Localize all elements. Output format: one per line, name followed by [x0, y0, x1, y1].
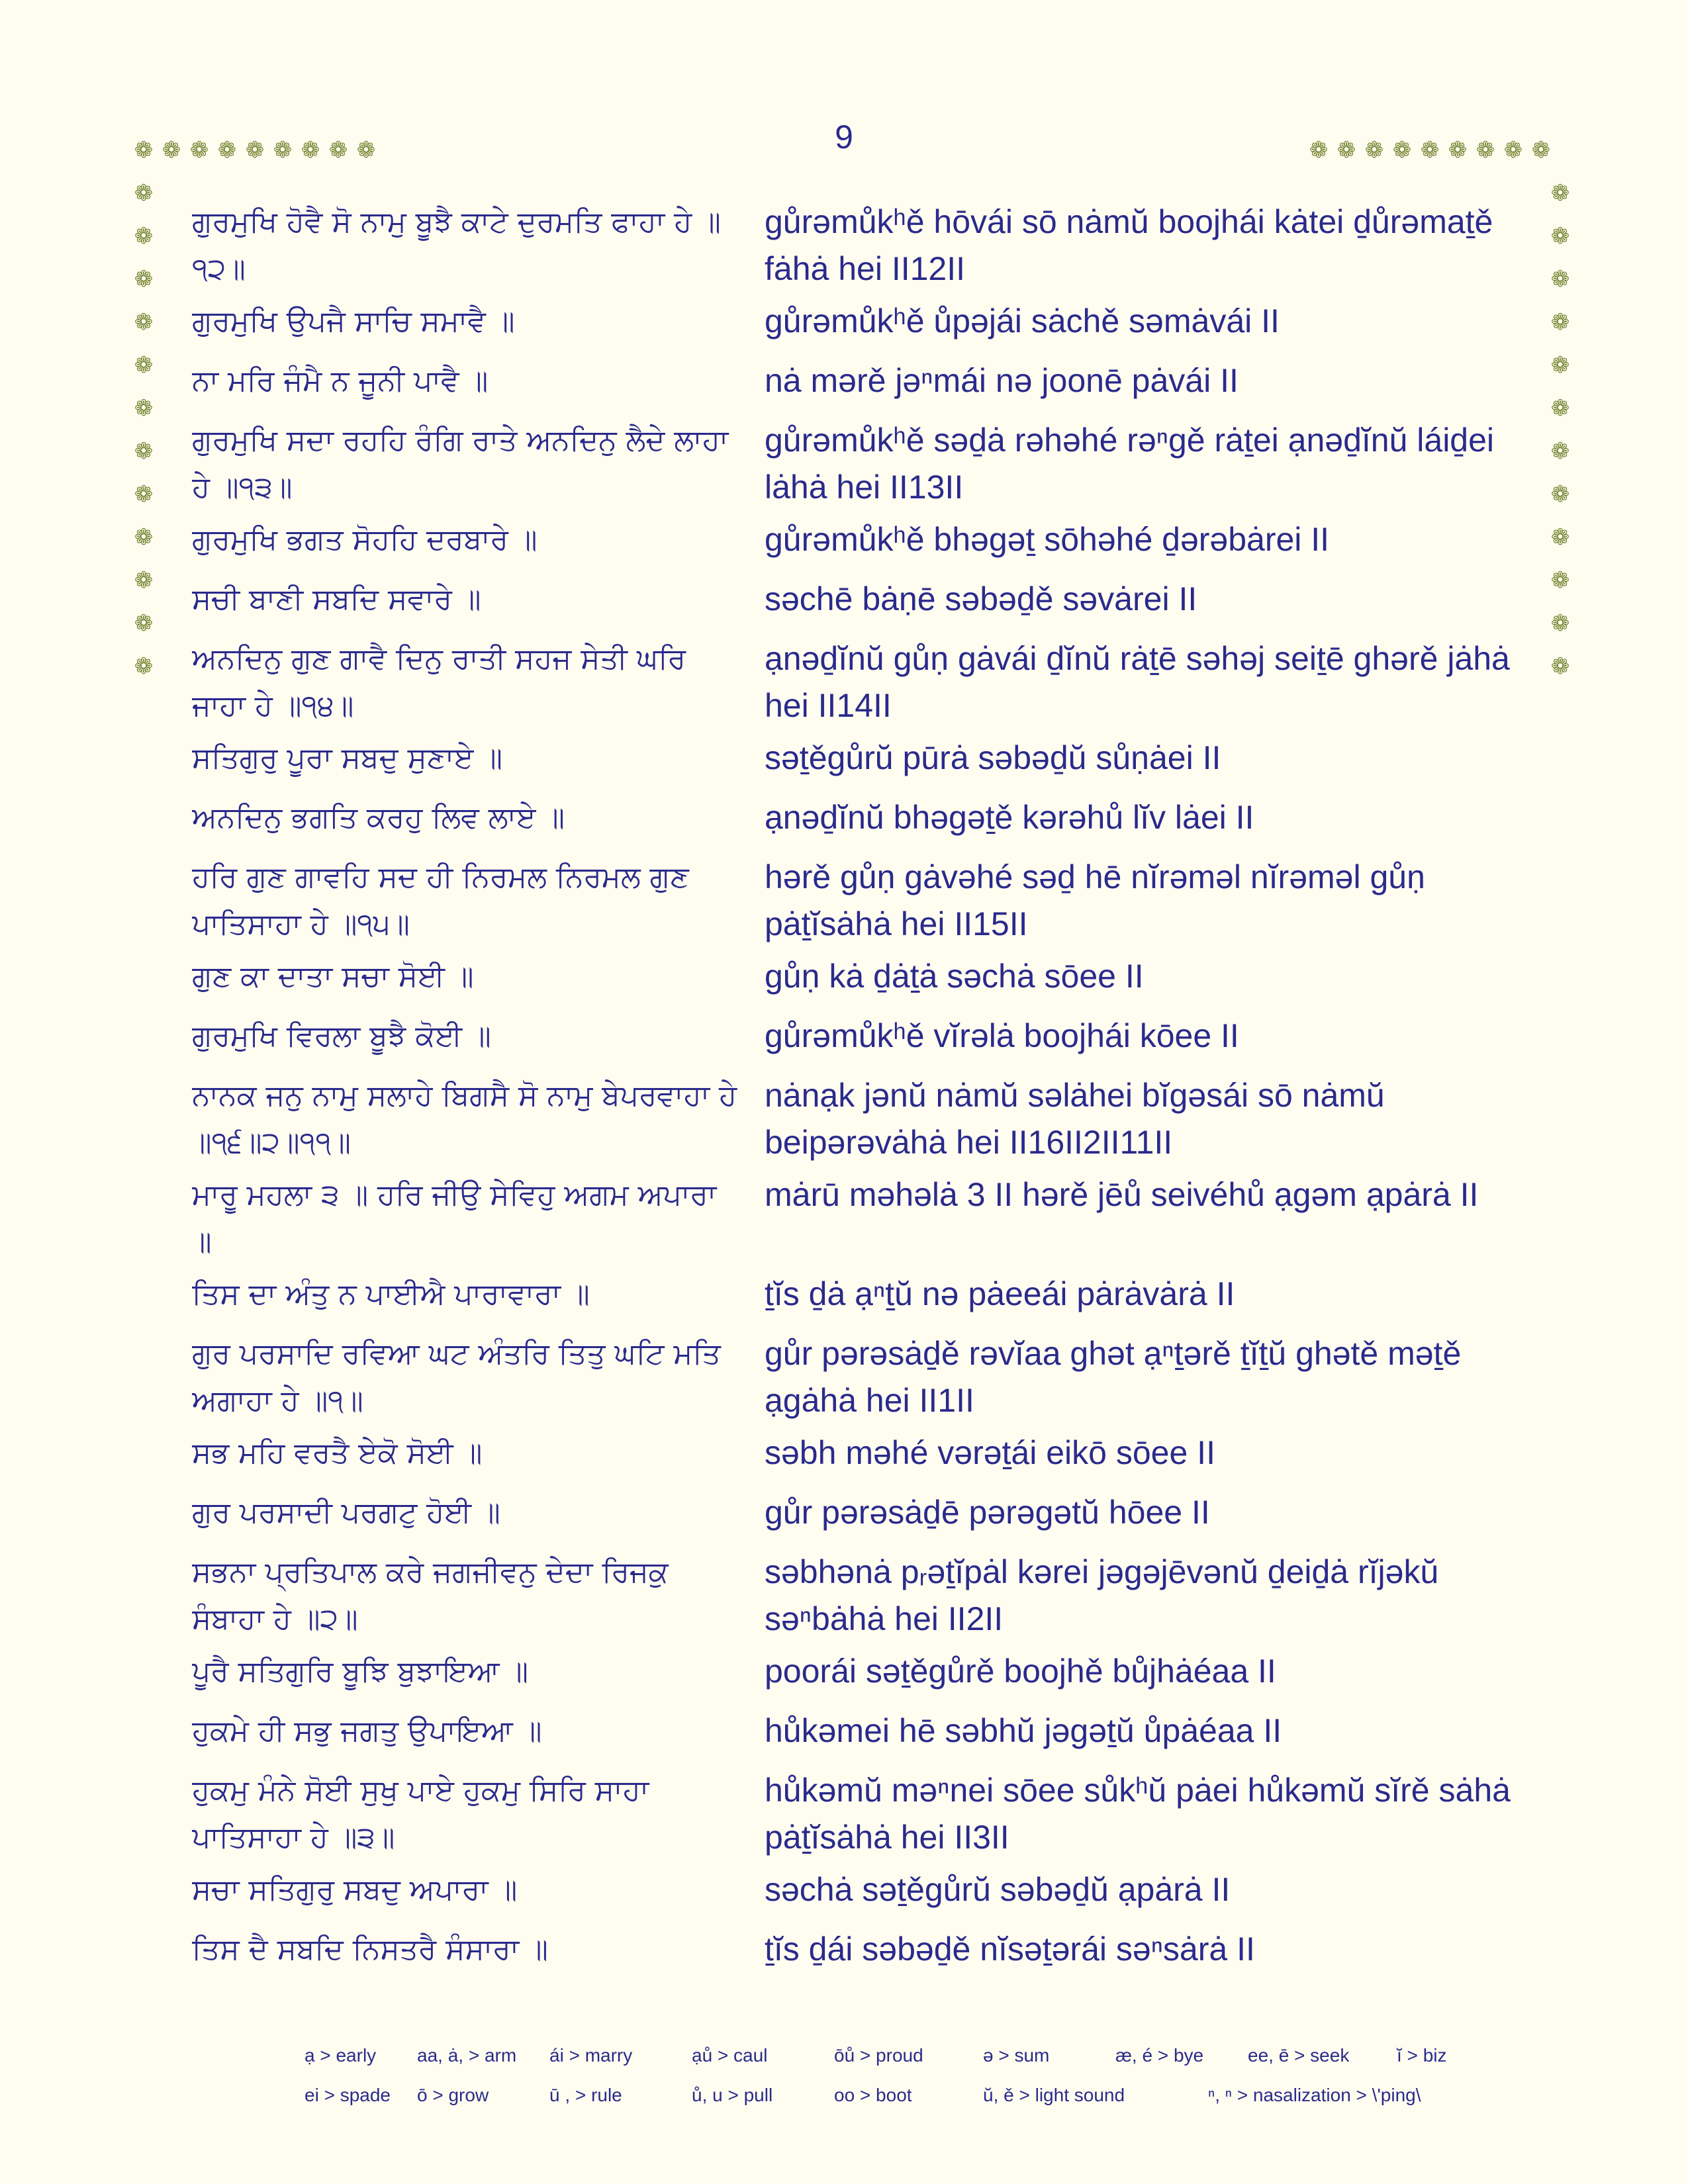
transliteration-line: nȧ mərě jəⁿmái nə joonē pȧvái II [765, 362, 1239, 399]
transliteration-line: gůrəmůkʰě vĭrəlȧ boojhái kōee II [765, 1017, 1239, 1054]
legend-item: ə > sum [983, 2045, 1050, 2066]
flower-icon: ❁ [1550, 267, 1570, 292]
flower-icon: ❁ [1448, 138, 1468, 163]
transliteration-line: səchē bȧṇē səbəḏě səvȧrei II [765, 580, 1197, 617]
flower-icon: ❁ [189, 138, 209, 163]
transliteration-line: hərě gůṇ gȧvəhé səḏ hē nĭrəməl nĭrəməl gůṇ pȧṯĭsȧhȧ hei II15II [765, 858, 1425, 942]
legend-item: oo > boot [834, 2085, 912, 2105]
gurmukhi-line: ਗੁਰਮੁਖਿ ਉਪਜੈ ਸਾਚਿ ਸਮਾਵੈ ॥ [192, 304, 515, 338]
flower-icon: ❁ [1550, 310, 1570, 335]
gurmukhi-line: ਗੁਣ ਕਾ ਦਾਤਾ ਸਚਾ ਸੋਈ ॥ [192, 960, 474, 993]
legend-item: ů, u > pull [692, 2085, 773, 2105]
gurmukhi-line: ਅਨਦਿਨੁ ਗੁਣ ਗਾਵੈ ਦਿਨੁ ਰਾਤੀ ਸਹਜ ਸੇਤੀ ਘਰਿ ਜਾਹਾ ਹੇ ॥੧੪॥ [192, 642, 686, 723]
flower-icon: ❁ [134, 310, 154, 335]
flower-icon: ❁ [134, 611, 154, 636]
flower-icon: ❁ [1503, 138, 1523, 163]
flower-icon: ❁ [356, 138, 376, 163]
flower-icon: ❁ [1550, 224, 1570, 249]
transliteration-line: gůr pərəsȧḏē pərəgətŭ hōee II [765, 1494, 1210, 1531]
flower-icon: ❁ [134, 181, 154, 206]
transliteration-line: poorái səṯěgůrě boojhě bůjhȧéaa II [765, 1653, 1276, 1690]
gurmukhi-line: ਗੁਰਮੁਖਿ ਭਗਤ ਸੋਹਹਿ ਦਰਬਾਰੇ ॥ [192, 523, 538, 557]
transliteration-line: səbhənȧ pᵣəṯĭpȧl kərei jəgəjēvənŭ ḏeiḏȧ rĭjəkŭ səⁿbȧhȧ hei II2II [765, 1553, 1439, 1637]
transliteration-line: ṯĭs ḏȧ ạⁿṯŭ nə pȧeeái pȧrȧvȧrȧ II [765, 1275, 1235, 1312]
legend-item: ạů > caul [692, 2045, 768, 2066]
flower-icon: ❁ [1476, 138, 1495, 163]
transliteration-line: ṯĭs ḏái səbəḏě nĭsəṯərái səⁿsȧrȧ II [765, 1931, 1255, 1968]
legend-item: ŭ, ě > light sound [983, 2085, 1125, 2105]
flower-icon: ❁ [301, 138, 320, 163]
legend-item: ĭ > biz [1397, 2045, 1447, 2066]
legend-item: aa, ȧ, > arm [417, 2045, 517, 2066]
transliteration-line: gůṇ kȧ ḏȧṯȧ səchȧ sōee II [765, 958, 1144, 995]
gurmukhi-line: ਸਭ ਮਹਿ ਵਰਤੈ ਏਕੋ ਸੋਈ ॥ [192, 1436, 483, 1470]
flower-icon: ❁ [1550, 568, 1570, 593]
page-number: 9 [835, 118, 853, 156]
flower-icon: ❁ [1550, 525, 1570, 550]
gurmukhi-line: ਸਚੀ ਬਾਣੀ ਸਬਦਿ ਸਵਾਰੇ ॥ [192, 582, 481, 616]
transliteration-line: hůkəmei hē səbhŭ jəgəṯŭ ůpȧéaa II [765, 1712, 1282, 1749]
transliteration-line: gůrəmůkʰě səḏȧ rəhəhé rəⁿgě rȧṯei ạnəḏĭnŭ láiḏei lȧhȧ hei II13II [765, 422, 1495, 506]
transliteration-line: ạnəḏĭnŭ gůṇ gȧvái ḏĭnŭ rȧṯē səhəj seiṯē ghərě jȧhȧ hei II14II [765, 640, 1510, 724]
transliteration-line: gůrəmůkʰě hōvái sō nȧmŭ boojhái kȧtei ḏůrəmaṯě fȧhȧ hei II12II [765, 203, 1493, 287]
legend-item: ō > grow [417, 2085, 489, 2105]
flower-icon: ❁ [134, 439, 154, 464]
gurmukhi-line: ਗੁਰਮੁਖਿ ਵਿਰਲਾ ਬੂਝੈ ਕੋਈ ॥ [192, 1019, 491, 1053]
gurmukhi-line: ਸਭਨਾ ਪ੍ਰਤਿਪਾਲ ਕਰੇ ਜਗਜੀਵਨੁ ਦੇਦਾ ਰਿਜਕੁ ਸੰਬਾਹਾ ਹੇ ॥੨॥ [192, 1555, 669, 1636]
flower-icon: ❁ [1550, 482, 1570, 507]
legend-item: ōů > proud [834, 2045, 923, 2066]
gurmukhi-line: ਨਾ ਮਰਿ ਜੰਮੈ ਨ ਜੂਨੀ ਪਾਵੈ ॥ [192, 364, 489, 398]
transliteration-line: səṯěgůrŭ pūrȧ səbəḏŭ sůṇȧei II [765, 739, 1221, 776]
gurmukhi-line: ਸਚਾ ਸਤਿਗੁਰੁ ਸਬਦੁ ਅਪਾਰਾ ॥ [192, 1873, 518, 1907]
transliteration-line: hůkəmŭ məⁿnei sōee sůkʰŭ pȧei hůkəmŭ sĭrě sȧhȧ pȧṯĭsȧhȧ hei II3II [765, 1772, 1511, 1856]
legend-item: æ, é > bye [1115, 2045, 1204, 2066]
flower-icon: ❁ [1392, 138, 1412, 163]
gurmukhi-line: ਗੁਰਮੁਖਿ ਸਦਾ ਰਹਹਿ ਰੰਗਿ ਰਾਤੇ ਅਨਦਿਨੁ ਲੈਦੇ ਲਾਹਾ ਹੇ ॥੧੩॥ [192, 424, 729, 504]
flower-icon: ❁ [134, 224, 154, 249]
gurmukhi-line: ਗੁਰ ਪਰਸਾਦੀ ਪਰਗਟੁ ਹੋਈ ॥ [192, 1496, 500, 1529]
flower-icon: ❁ [134, 396, 154, 421]
flower-icon: ❁ [1550, 611, 1570, 636]
gurmukhi-line: ਤਿਸ ਦੈ ਸਬਦਿ ਨਿਸਤਰੈ ਸੰਸਾਰਾ ॥ [192, 1933, 548, 1966]
flower-icon: ❁ [1550, 181, 1570, 206]
gurmukhi-line: ਗੁਰ ਪਰਸਾਦਿ ਰਵਿਆ ਘਟ ਅੰਤਰਿ ਤਿਤੁ ਘਟਿ ਮਤਿ ਅਗਾਹਾ ਹੇ ॥੧॥ [192, 1337, 721, 1418]
legend-item: ạ > early [305, 2045, 377, 2066]
gurmukhi-line: ਪੂਰੈ ਸਤਿਗੁਰਿ ਬੂਝਿ ਬੁਝਾਇਆ ॥ [192, 1655, 529, 1688]
legend-item: ee, ē > seek [1248, 2045, 1350, 2066]
flower-icon: ❁ [162, 138, 181, 163]
flower-icon: ❁ [1550, 439, 1570, 464]
flower-icon: ❁ [1550, 353, 1570, 378]
flower-icon: ❁ [1309, 138, 1329, 163]
flower-icon: ❁ [217, 138, 237, 163]
flower-icon: ❁ [134, 267, 154, 292]
flower-icon: ❁ [245, 138, 265, 163]
flower-icon: ❁ [1531, 138, 1551, 163]
flower-icon: ❁ [1550, 396, 1570, 421]
transliteration-line: səchȧ səṯěgůrŭ səbəḏŭ ạpȧrȧ II [765, 1871, 1231, 1908]
gurmukhi-line: ਸਤਿਗੁਰੁ ਪੂਰਾ ਸਬਦੁ ਸੁਣਾਏ ॥ [192, 741, 503, 775]
transliteration-line: mȧrū məhəlȧ 3 II hərě jēů seivéhů ạgəm ạpȧrȧ II [765, 1176, 1479, 1213]
transliteration-line: gůrəmůkʰě bhəgəṯ sōhəhé ḏərəbȧrei II [765, 521, 1330, 558]
transliteration-line: ạnəḏĭnŭ bhəgəṯě kərəhů lĭv lȧei II [765, 799, 1254, 836]
flower-icon: ❁ [1364, 138, 1384, 163]
flower-icon: ❁ [134, 353, 154, 378]
gurmukhi-line: ਹੁਕਮੁ ਮੰਨੇ ਸੋਈ ਸੁਖੁ ਪਾਏ ਹੁਕਮੁ ਸਿਰਿ ਸਾਹਾ ਪਾਤਿਸਾਹਾ ਹੇ ॥੩॥ [192, 1774, 649, 1854]
flower-icon: ❁ [1550, 654, 1570, 679]
legend-item: ái > marry [549, 2045, 633, 2066]
legend-item: ⁿ, ⁿ > nasalization > \'ping\ [1208, 2085, 1421, 2105]
gurmukhi-line: ਗੁਰਮੁਖਿ ਹੋਵੈ ਸੋ ਨਾਮੁ ਬੂਝੈ ਕਾਟੇ ਦੁਰਮਤਿ ਫਾਹਾ ਹੇ ॥੧੨॥ [192, 205, 721, 286]
flower-icon: ❁ [328, 138, 348, 163]
gurmukhi-line: ਤਿਸ ਦਾ ਅੰਤੁ ਨ ਪਾਈਐ ਪਾਰਾਵਾਰਾ ॥ [192, 1277, 590, 1311]
flower-icon: ❁ [134, 525, 154, 550]
transliteration-line: gůrəmůkʰě ůpəjái sȧchě səmȧvái II [765, 302, 1280, 340]
flower-icon: ❁ [1420, 138, 1440, 163]
flower-icon: ❁ [1336, 138, 1356, 163]
flower-icon: ❁ [273, 138, 293, 163]
legend-item: ū , > rule [549, 2085, 622, 2105]
transliteration-line: gůr pərəsȧḏě rəvĭaa ghət ạⁿṯərě ṯĭṯŭ ghətě məṯě ạgȧhȧ hei II1II [765, 1335, 1462, 1419]
gurmukhi-line: ਹਰਿ ਗੁਣ ਗਾਵਹਿ ਸਦ ਹੀ ਨਿਰਮਲ ਨਿਰਮਲ ਗੁਣ ਪਾਤਿਸਾਹਾ ਹੇ ॥੧੫॥ [192, 860, 689, 941]
flower-icon: ❁ [134, 568, 154, 593]
flower-icon: ❁ [134, 654, 154, 679]
flower-icon: ❁ [134, 482, 154, 507]
gurmukhi-line: ਮਾਰੂ ਮਹਲਾ ੩ ॥ ਹਰਿ ਜੀਉ ਸੇਵਿਹੁ ਅਗਮ ਅਪਾਰਾ ॥ [192, 1178, 717, 1259]
legend-item: ei > spade [305, 2085, 391, 2105]
gurmukhi-line: ਅਨਦਿਨੁ ਭਗਤਿ ਕਰਹੁ ਲਿਵ ਲਾਏ ॥ [192, 801, 565, 835]
transliteration-line: səbh məhé vərəṯái eikō sōee II [765, 1434, 1215, 1471]
gurmukhi-line: ਹੁਕਮੇ ਹੀ ਸਭੁ ਜਗਤੁ ਉਪਾਇਆ ॥ [192, 1714, 542, 1748]
gurmukhi-line: ਨਾਨਕ ਜਨੁ ਨਾਮੁ ਸਲਾਹੇ ਬਿਗਸੈ ਸੋ ਨਾਮੁ ਬੇਪਰਵਾਹਾ ਹੇ ॥੧੬॥੨॥੧੧॥ [192, 1079, 737, 1160]
flower-icon: ❁ [134, 138, 154, 163]
transliteration-line: nȧnạk jənŭ nȧmŭ səlȧhei bĭgəsái sō nȧmŭ beipərəvȧhȧ hei II16II2II11II [765, 1077, 1385, 1161]
